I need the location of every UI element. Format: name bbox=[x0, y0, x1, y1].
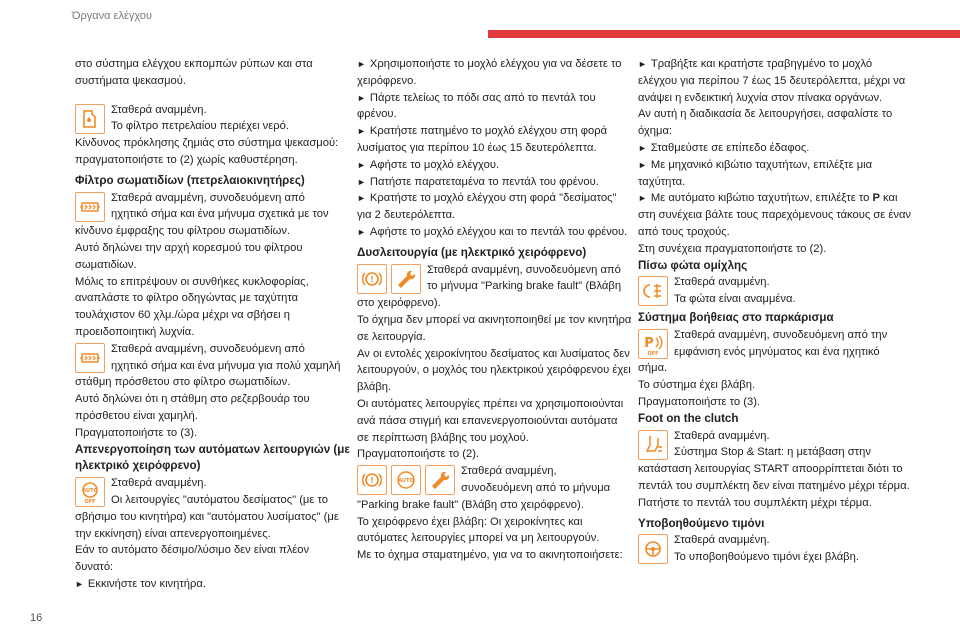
clutch-indicator: Σταθερά αναμμένη. Σύστημα Stop & Start: η μετάβαση στην bbox=[638, 428, 913, 462]
steering-heading: Υποβοηθούμενο τιμόνι bbox=[638, 516, 765, 530]
svg-text:!: ! bbox=[370, 274, 374, 284]
particle-filter-icon bbox=[75, 343, 105, 373]
water-filter-indicator: Σταθερά αναμμένη. Το φίλτρο πετρελαίου περιέχει νερό. bbox=[75, 102, 350, 136]
arrow-bullet-icon: ► bbox=[638, 193, 647, 204]
arrow-bullet-icon: ► bbox=[357, 176, 366, 187]
epb-indicator-2: ! AUTO Σταθερά αναμμένη, συνοδευόμενη από το μήνυμα bbox=[357, 463, 632, 497]
epb-indicator-1: ! Σταθερά αναμμένη, συνοδευόμενη από το μήνυμα "Parking brake fault" (Βλάβη bbox=[357, 262, 632, 296]
page-number: 16 bbox=[30, 612, 43, 624]
svg-text:P: P bbox=[644, 335, 654, 351]
header-accent-bar bbox=[488, 30, 960, 38]
arrow-bullet-icon: ► bbox=[357, 193, 366, 204]
arrow-bullet-icon: ► bbox=[357, 226, 366, 237]
arrow-bullet-icon: ► bbox=[75, 578, 84, 589]
epb-heading: Δυσλειτουργία (με ηλεκτρικό χειρόφρενο) bbox=[357, 245, 587, 259]
dpf-indicator-1: Σταθερά αναμμένη, συνοδευόμενη από ηχητικό σήμα και ένα μήνυμα σχετικά με τον κίνδυνο έμφραξης του φίλτρου σωματιδίων. bbox=[75, 191, 329, 238]
steering-warning-icon bbox=[638, 534, 668, 564]
auto-off-indicator: AUTO OFF Σταθερά αναμμένη. Οι λειτουργίες "αυτόματου δεσίματος" (με το bbox=[75, 475, 350, 509]
steering-indicator: Σταθερά αναμμένη. Το υποβοηθούμενο τιμόνι έχει βλάβη. bbox=[638, 532, 913, 566]
svg-text:OFF: OFF bbox=[84, 499, 96, 505]
auto-icon bbox=[391, 465, 421, 495]
rear-fog-heading: Πίσω φώτα ομίχλης bbox=[638, 258, 748, 272]
park-assist-heading: Σύστημα βοήθειας στο παρκάρισμα bbox=[638, 310, 834, 324]
intro-text: στο σύστημα ελέγχου εκπομπών ρύπων και στα συστήματα ψεκασμού. bbox=[75, 58, 313, 87]
auto-off-icon bbox=[75, 477, 105, 507]
svg-text:AUTO: AUTO bbox=[398, 478, 414, 485]
svg-text:OFF: OFF bbox=[647, 350, 659, 356]
dpf-heading: Φίλτρο σωματιδίων (πετρελαιοκινητήρες) bbox=[75, 173, 305, 187]
clutch-heading: Foot on the clutch bbox=[638, 411, 739, 425]
column-2: ► Χρησιμοποιήστε το μοχλό ελέγχου για να δέσετε το χειρόφρενο. ► Πάρτε τελείως το πόδι σας από το πεντάλ του φρένου. ► Κρατήστε πατημένο το μοχλό ελέγχου στη φορά λυσίματος για περίπου 10 έως 15 δευτερόλεπτα. ► Αφήστε το μοχλό ελέγχου. ► Πατήστε παρατεταμένα το πεντάλ του φρένου. ► Κρατήστε το μοχλό ελέγχου στη φορά "δεσίματος" για 2 δευτερόλεπτα. ► Αφήστε το μοχλό ελέγχου και το πεντάλ του φρένου. Δυσλειτουργία (με ηλεκτρικό χειρόφρενο) ! Σταθερά αναμμένη, συνοδευόμενη από το μήνυμα "Parking brake fault" (Βλάβη στο χειρόφρενο). Το όχημα δεν μπορεί να ακινητοποιηθεί με τον κινητήρα σε λειτουργία. Αν οι εντολές χειροκίνητου δεσίματος και λυσίματος δεν λειτουργούν, ο μοχλός του ηλεκτρικού χειρόφρενου έχει βλάβη. Οι αυτόματες λειτουργίες πρέπει να χρησιμοποιούνται ανά πάσα στιγμή και επανενεργοποιούνται αυτόματα σε περίπτωση βλάβης του μοχλού. Πραγματοποιήστε το (2). ! AUTO Σταθερά αναμμένη, συνοδευόμενη από το μήνυμα "Parking brake fault" (Βλάβη στο χειρόφρενο). Το χειρόφρενο έχει βλάβη: Οι χειροκίνητες και αυτόματες λειτουργίες μπορεί να μη λειτουργούν. Με το όχημα σταματημένο, για να το ακινητοποιήσετε: bbox=[357, 58, 632, 562]
svg-text:!: ! bbox=[370, 476, 374, 486]
arrow-bullet-icon: ► bbox=[638, 142, 647, 153]
rear-fog-icon bbox=[638, 276, 668, 306]
arrow-bullet-icon: ► bbox=[357, 59, 366, 69]
dpf-indicator-2: Σταθερά αναμμένη, συνοδευόμενη από ηχητικό σήμα και ένα μήνυμα για πολύ χαμηλή στάθμη πρόσθετου στο φίλτρο σωματιδίων. bbox=[75, 342, 341, 389]
arrow-bullet-icon: ► bbox=[638, 59, 647, 69]
service-wrench-icon bbox=[425, 465, 455, 495]
particle-filter-icon bbox=[75, 192, 105, 222]
column-1: στο σύστημα ελέγχου εκπομπών ρύπων και στα συστήματα ψεκασμού. Σταθερά αναμμένη. Το φίλτρο πετρελαίου περιέχει νερό. Κίνδυνος πρόκλησης ζημιάς στο σύστημα ψεκασμού: πραγματοποιήστε το (2) χωρίς καθυστέρηση. Φίλτρο σωματιδίων (πετρελαιοκινητήρες) Σταθερά αναμμένη, συνοδευόμενη από ηχητικό σήμα και ένα μήνυμα σχετικά με τον κίνδυνο έμφραξης του φίλτρου σωματιδίων. Αυτό δηλώνει την αρχή κορεσμού του φίλτρου σωματιδίων. Μόλις το επιτρέψουν οι συνθήκες κυκλοφορίας, αναπλάστε το φίλτρο οδηγώντας με ταχύτητα τουλάχιστον 60 χλμ./ώρα μέχρι να σβήσει η προειδοποιητική λυχνία. Σταθερά αναμμένη, συνοδευόμενη από ηχητικό σήμα και ένα μήνυμα για πολύ χαμηλή στάθμη πρόσθετου στο φίλτρο σωματιδίων. Αυτό δηλώνει ότι η στάθμη στο ρεζερβουάρ του πρόσθετου είναι χαμηλή. Πραγματοποιήστε το (3). Απενεργοποίηση των αυτόματων λειτουργιών (με ηλεκτρικό χειρόφρενο) AUTO OFF Σταθερά αναμμένη. Οι λειτουργίες "αυτόματου δεσίματος" (με το σβήσιμο του κινητήρα) και "αυτόματου λυσίματος" (με την εκκίνηση) είναι απενεργοποιημένες. Εάν το αυτόματο δέσιμο/λύσιμο δεν είναι πλέον δυνατό: ► Εκκινήστε τον κινητήρα. bbox=[75, 58, 350, 590]
auto-brake-heading: Απενεργοποίηση των αυτόματων λειτουργιών (με ηλεκτρικό χειρόφρενο) bbox=[75, 442, 350, 473]
brake-warning-icon bbox=[357, 465, 387, 495]
arrow-bullet-icon: ► bbox=[357, 126, 366, 137]
svg-text:AUTO: AUTO bbox=[82, 488, 98, 495]
fuel-filter-water-icon bbox=[75, 104, 105, 134]
park-assist-off-icon bbox=[638, 329, 668, 359]
rear-fog-indicator: Σταθερά αναμμένη. Τα φώτα είναι αναμμένα. bbox=[638, 274, 913, 308]
brake-warning-icon bbox=[357, 264, 387, 294]
service-wrench-icon bbox=[391, 264, 421, 294]
arrow-bullet-icon: ► bbox=[357, 159, 366, 170]
column-3: ► Τραβήξτε και κρατήστε τραβηγμένο το μοχλό ελέγχου για περίπου 7 έως 15 δευτερόλεπτα, μέχρι να ανάψει η ενδεικτική λυχνία στον πίνακα οργάνων. Αν αυτή η διαδικασία δε λειτουργήσει, ασφαλίστε το όχημα: ► Σταθμεύστε σε επίπεδο έδαφος. ► Με μηχανικό κιβώτιο ταχυτήτων, επιλέξτε μια ταχύτητα. ► Με αυτόματο κιβώτιο ταχυτήτων, επιλέξτε το P και στη συνέχεια βάλτε τους παρεχόμενους τάκους σε έναν από τους τροχούς. Στη συνέχεια πραγματοποιήστε το (2). Πίσω φώτα ομίχλης Σταθερά αναμμένη. Τα φώτα είναι αναμμένα. Σύστημα βοήθειας στο παρκάρισμα P OFF Σταθερά αναμμένη, συνοδευόμενη από την εμφάνιση ενός μηνύματος και ένα ηχητικό σήμα. Το σύστημα έχει βλάβη. Πραγματοποιήστε το (3). Foot on the clutch Σταθερά αναμμένη. Σύστημα Stop & Start: η μετάβαση στην κατάσταση λειτουργίας START αποορρίπτεται διότι το πεντάλ του συμπλέκτη δεν είναι πατημένο μέχρι τέρμα. Πατήστε το πεντάλ του συμπλέκτη μέχρι τέρμα. Υποβοηθούμενο τιμόνι Σταθερά αναμμένη. Το υποβοηθούμενο τιμόνι έχει βλάβη. bbox=[638, 56, 913, 566]
arrow-bullet-icon: ► bbox=[357, 92, 366, 103]
foot-clutch-icon bbox=[638, 430, 668, 460]
release-steps: ► Χρησιμοποιήστε το μοχλό ελέγχου για να δέσετε το χειρόφρενο. ► Πάρτε τελείως το πόδι σας από το πεντάλ του φρένου. ► Κρατήστε πατημένο το μοχλό ελέγχου στη φορά λυσίματος για περίπου 10 έως 15 δευτερόλεπτα. ► Αφήστε το μοχλό ελέγχου. ► Πατήστε παρατεταμένα το πεντάλ του φρένου. ► Κρατήστε το μοχλό ελέγχου στη φορά "δεσίματος" για 2 δευτερόλεπτα. ► Αφήστε το μοχλό ελέγχου και το πεντάλ του φρένου. bbox=[357, 58, 628, 238]
arrow-bullet-icon: ► bbox=[638, 159, 647, 170]
park-assist-indicator: P OFF Σταθερά αναμμένη, συνοδευόμενη από την εμφάνιση ενός μηνύματος και ένα ηχητικό bbox=[638, 327, 913, 361]
header-title: Όργανα ελέγχου bbox=[72, 10, 152, 22]
